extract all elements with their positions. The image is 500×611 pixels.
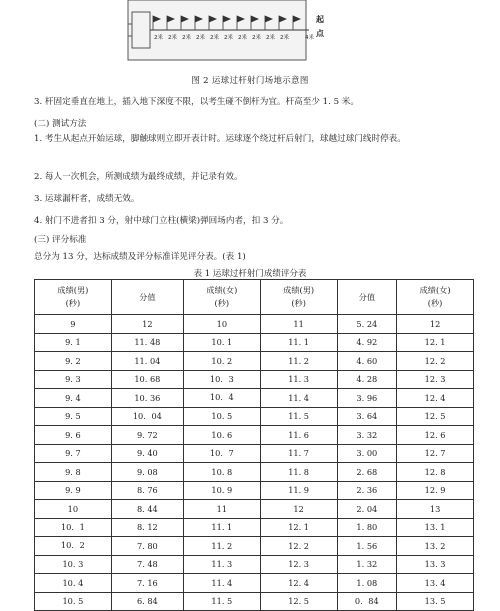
table-cell: 12. 2: [397, 352, 474, 371]
table-cell: 12. 4: [260, 574, 337, 593]
table-row: [35, 555, 474, 574]
table-cell: 3. 96: [337, 389, 397, 408]
table-cell: 10．1: [35, 518, 112, 537]
table-cell: 12. 6: [397, 426, 474, 445]
table-cell: 10. 5: [35, 592, 112, 611]
figure-caption: 图 2 运球过杆射门场地示意图: [191, 76, 309, 86]
table-cell: 12. 1: [260, 518, 337, 537]
table-cell: 3. 00: [337, 444, 397, 463]
table-cell: 10. 8: [183, 463, 260, 482]
header-cell: 成绩(女) (秒): [183, 280, 260, 315]
table-cell: 11. 4: [183, 574, 260, 593]
pole-distance-label: 2米: [210, 35, 219, 41]
table-cell: 12. 3: [397, 370, 474, 389]
table-cell: 9. 2: [35, 352, 112, 371]
table-cell: 4. 92: [337, 333, 397, 352]
table-cell: 10. 5: [183, 407, 260, 426]
table-cell: 12. 4: [397, 389, 474, 408]
table-cell: 11. 3: [260, 370, 337, 389]
table-cell: 11. 2: [260, 352, 337, 371]
table-cell: 6. 84: [111, 592, 183, 611]
table-cell: 11. 9: [260, 481, 337, 500]
table-cell: 11. 4: [260, 389, 337, 408]
pole-distance-label: 2米: [266, 35, 275, 41]
table-cell: 3. 32: [337, 426, 397, 445]
pole-distance-label: 2米: [224, 35, 233, 41]
pole-distance-label: 2米: [280, 35, 289, 41]
table-row: [35, 426, 474, 445]
table-row: [35, 389, 474, 408]
table-cell: 9. 40: [111, 444, 183, 463]
table-cell: 11. 5: [260, 407, 337, 426]
table-cell: 10. 1: [183, 333, 260, 352]
table-cell: 10: [183, 315, 260, 334]
table-cell: 9. 72: [111, 426, 183, 445]
table-cell: 8. 12: [111, 518, 183, 537]
table-row: [35, 444, 474, 463]
table-cell: 5. 24: [337, 315, 397, 334]
table-cell: 1. 32: [337, 555, 397, 574]
header-cell: 成绩(男) (秒): [35, 280, 112, 315]
table-cell: 9. 8: [35, 463, 112, 482]
table-cell: 11. 5: [183, 592, 260, 611]
method-4-text: 4. 射门不进者扣 3 分，射中球门立柱(横梁)弹回场内者，扣 3 分。: [34, 216, 289, 226]
table-cell: 10．7: [183, 444, 260, 463]
table-cell: 10. 68: [111, 370, 183, 389]
table-row: [35, 518, 474, 537]
table-cell: 11. 04: [111, 352, 183, 371]
table-cell: 11: [183, 500, 260, 519]
table-cell: 9. 4: [35, 389, 112, 408]
table-cell: 10. 4: [35, 574, 112, 593]
table-cell: 12. 5: [397, 407, 474, 426]
table-cell: 8. 76: [111, 481, 183, 500]
table-cell: 11: [260, 315, 337, 334]
table-cell: 13. 2: [397, 537, 474, 556]
table-cell: 12. 7: [397, 444, 474, 463]
table-cell: 9. 08: [111, 463, 183, 482]
table-cell: 3. 64: [337, 407, 397, 426]
table-title: 表 1 运球过杆射门成绩评分表: [193, 269, 307, 279]
table-cell: 1. 56: [337, 537, 397, 556]
pole-distance-label: 2米: [196, 35, 205, 41]
table-cell: 9. 1: [35, 333, 112, 352]
section-3-title: (三) 评分标准: [34, 235, 87, 245]
table-cell: 10. 6: [183, 426, 260, 445]
table-cell: 10. 3: [35, 555, 112, 574]
start-label-1: 起: [316, 15, 324, 24]
table-cell: 4. 28: [337, 370, 397, 389]
table-cell: 12. 5: [260, 592, 337, 611]
table-cell: 12. 2: [260, 537, 337, 556]
table-row: [35, 333, 474, 352]
table-cell: 11. 1: [183, 518, 260, 537]
table-cell: 10: [35, 500, 112, 519]
method-1-text: 1. 考生从起点开始运球，脚触球则立即开表计时。运球逐个绕过杆后射门，球越过球门线时停表。: [34, 134, 406, 144]
table-cell: 10．2: [35, 537, 112, 556]
section-2-title: (二) 测试方法: [34, 119, 87, 129]
method-2-text: 2. 每人一次机会，所测成绩为最终成绩，并记录有效。: [34, 172, 243, 182]
table-cell: 11. 6: [260, 426, 337, 445]
table-row: [35, 537, 474, 556]
table-cell: 9. 6: [35, 426, 112, 445]
table-cell: 12. 8: [397, 463, 474, 482]
table-cell: 13. 1: [397, 518, 474, 537]
table-body: [35, 315, 474, 611]
table-cell: 13. 3: [397, 555, 474, 574]
table-cell: 1. 80: [337, 518, 397, 537]
pole-distance-label: 2米: [154, 35, 163, 41]
table-cell: 12: [397, 315, 474, 334]
start-label-2: 点: [316, 29, 324, 38]
table-cell: 1. 08: [337, 574, 397, 593]
table-cell: 11. 3: [183, 555, 260, 574]
table-cell: 12. 9: [397, 481, 474, 500]
table-cell: 9: [35, 315, 112, 334]
score-table: [34, 279, 474, 611]
table-cell: 10. 9: [183, 481, 260, 500]
table-cell: 10．04: [111, 407, 183, 426]
table-cell: 2. 36: [337, 481, 397, 500]
table-cell: 0．84: [337, 592, 397, 611]
table-cell: 2. 68: [337, 463, 397, 482]
header-cell: 分值: [111, 280, 183, 315]
table-cell: 10. 36: [111, 389, 183, 408]
table-cell: 11. 2: [183, 537, 260, 556]
table-cell: 11. 8: [260, 463, 337, 482]
field-diagram: [127, 0, 343, 62]
table-row: [35, 352, 474, 371]
table-cell: 13. 5: [397, 592, 474, 611]
table-cell: 11. 7: [260, 444, 337, 463]
table-row: [35, 315, 474, 334]
table-cell: 9. 5: [35, 407, 112, 426]
header-cell: 分值: [337, 280, 397, 315]
table-cell: 13: [397, 500, 474, 519]
table-cell: 7. 80: [111, 537, 183, 556]
table-cell: 12. 1: [397, 333, 474, 352]
table-cell: 12: [260, 500, 337, 519]
pole-distance-label: 2米: [252, 35, 261, 41]
table-row: [35, 574, 474, 593]
rule-3-text: 3. 杆固定垂直在地上，插入地下深度不限，以考生碰不倒杆为宜。杆高至少 1. 5 米。: [34, 97, 359, 107]
table-row: [35, 500, 474, 519]
table-row: [35, 592, 474, 611]
method-3-text: 3. 运球漏杆者，成绩无效。: [34, 194, 140, 204]
table-cell: 10. 2: [183, 352, 260, 371]
table-cell: 10．4: [183, 389, 260, 408]
table-header-row: [35, 280, 474, 315]
table-cell: 10．3: [183, 370, 260, 389]
pole-distance-label: 2米: [168, 35, 177, 41]
table-row: [35, 370, 474, 389]
table-cell: 2. 04: [337, 500, 397, 519]
pole-distance-label: 2米: [182, 35, 191, 41]
table-row: [35, 463, 474, 482]
table-cell: 7. 48: [111, 555, 183, 574]
field-diagram-svg: [127, 0, 343, 62]
table-row: [35, 407, 474, 426]
pole-distance-label: 4米: [305, 35, 314, 41]
table-cell: 12. 3: [260, 555, 337, 574]
table-cell: 11. 48: [111, 333, 183, 352]
summary-text: 总分为 13 分，达标成绩及评分标准详见评分表。(表 1): [34, 252, 246, 262]
table-cell: 4. 60: [337, 352, 397, 371]
table-cell: 9. 7: [35, 444, 112, 463]
header-cell: 成绩(男) (秒): [260, 280, 337, 315]
pole-distance-label: 2米: [238, 35, 247, 41]
header-cell: 成绩(女) (秒): [397, 280, 474, 315]
table-cell: 11. 1: [260, 333, 337, 352]
table-cell: 9. 3: [35, 370, 112, 389]
table-row: [35, 481, 474, 500]
table-cell: 13. 4: [397, 574, 474, 593]
table-cell: 8. 44: [111, 500, 183, 519]
table-cell: 7. 16: [111, 574, 183, 593]
table-cell: 12: [111, 315, 183, 334]
table-cell: 9. 9: [35, 481, 112, 500]
